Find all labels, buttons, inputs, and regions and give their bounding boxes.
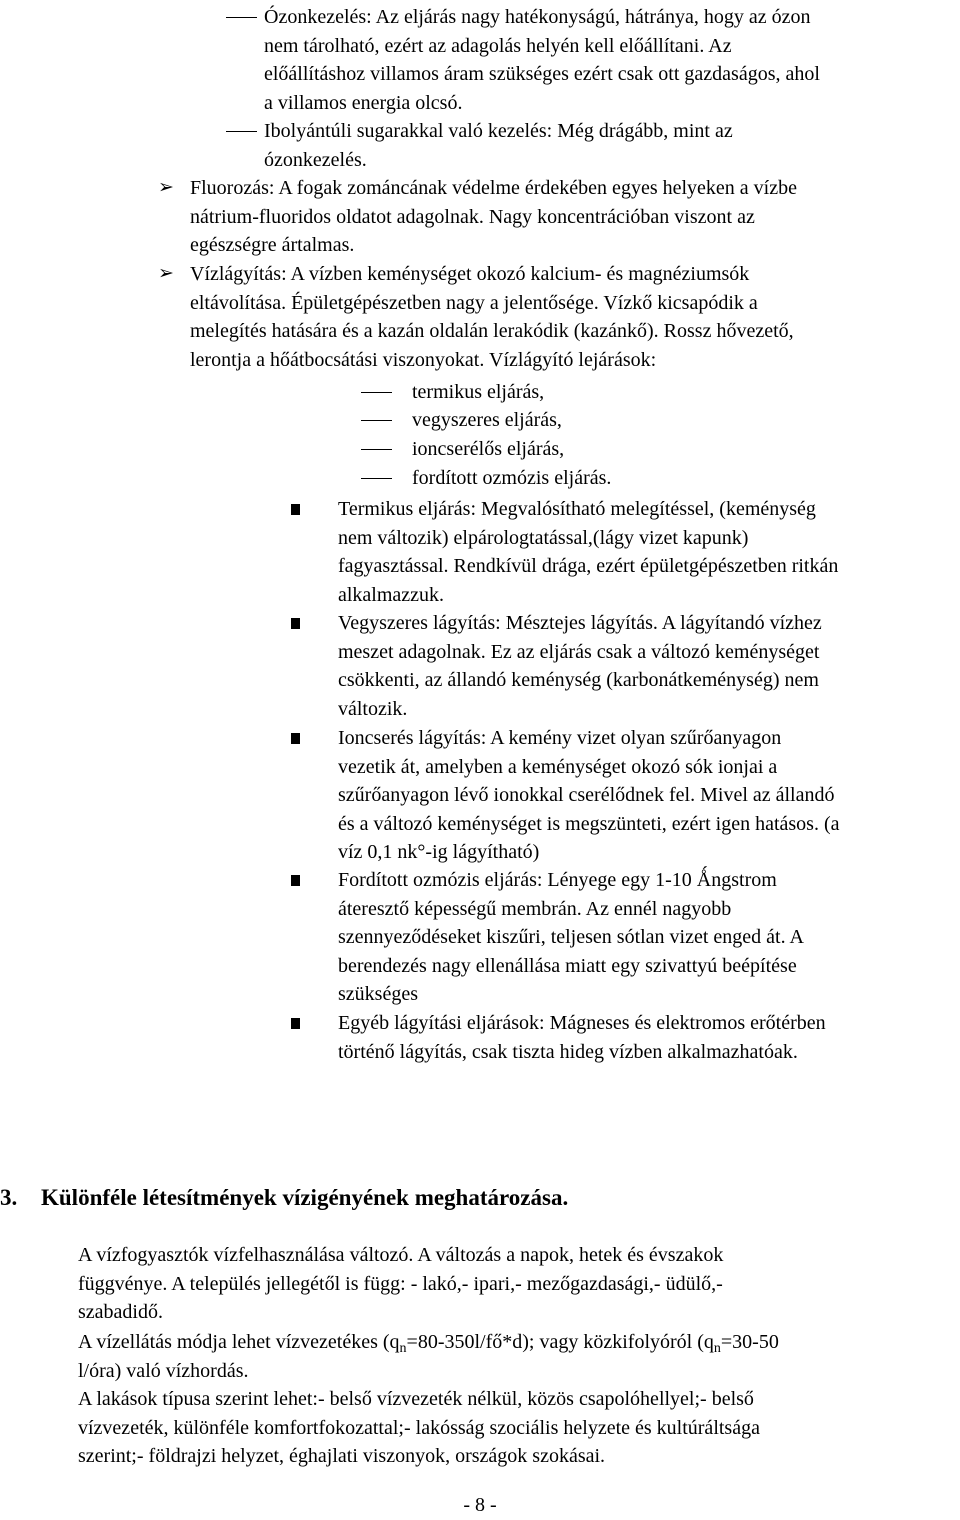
dash-bullet-icon [361, 392, 392, 393]
subscript: n [713, 1341, 721, 1356]
arrow-bullet-icon: ➢ [158, 263, 174, 284]
method-item-vegyszeres [361, 406, 960, 434]
text-line: a villamos energia olcsó. [264, 91, 463, 114]
subscript: n [399, 1341, 407, 1356]
text-line: alkalmazzuk. [338, 583, 445, 606]
text-line: A lakások típusa szerint lehet:- belső vízvezeték nélkül, közös csapolóhellyel;- belső [78, 1388, 754, 1410]
dash-bullet-icon [361, 420, 392, 421]
section-heading [0, 1181, 960, 1215]
method-label: termikus eljárás, [412, 381, 545, 403]
square-bullet-icon [291, 733, 300, 744]
dash-bullet-icon [361, 449, 392, 450]
text-line: szűrőanyagon lévő ionokkal cserélődnek fel. Mivel az állandó [338, 784, 835, 806]
text-line: függvénye. A település jellegétől is függ: - lakó,- ipari,- mezőgazdasági,- üdülő,- [78, 1272, 723, 1295]
text-line: vezetik át, amelyben a keménységet okozó sók ionjai a [338, 755, 778, 778]
page-number: - 8 - [463, 1494, 497, 1516]
text-line: szükséges [338, 983, 418, 1005]
method-item-termikus [361, 378, 960, 406]
text-line: szennyeződéseket kiszűri, teljesen sótlan vizet enged át. A [338, 926, 804, 948]
text-line [78, 1328, 958, 1357]
text-line: áteresztő képességű membrán. Az ennél nagyobb [338, 897, 732, 920]
text-line: nem változik) elpárologtatással,(lágy vizet kapunk) [338, 526, 749, 549]
method-label: vegyszeres eljárás, [412, 409, 562, 431]
square-item-termikus [289, 495, 960, 609]
text-line: melegítés hatására és a kazán oldalán lerakódik (kazánkő). Rossz hővezető, [190, 320, 794, 342]
text-line: Egyéb lágyítási eljárások: Mágneses és elektromos erőtérben [338, 1012, 826, 1034]
dash-bullet-icon [226, 131, 257, 132]
text-line: egészségre ártalmas. [190, 234, 355, 256]
text-line: Ózonkezelés: Az eljárás nagy hatékonyságú, hátránya, hogy az ózon [264, 6, 811, 28]
method-label: fordított ozmózis eljárás. [412, 467, 612, 489]
dash-item-ibolyantuli [226, 117, 960, 174]
text-line: Fordított ozmózis eljárás: Lényege egy 1-10 Ǻngstrom [338, 869, 777, 891]
paragraph-vizellatas [78, 1328, 958, 1385]
paragraph-vizfogyasztok [78, 1241, 958, 1327]
text-line: berendezés nagy ellenállása miatt egy szivattyú beépítése [338, 954, 797, 977]
method-label: ioncserélős eljárás, [412, 438, 565, 460]
square-bullet-icon [291, 618, 300, 629]
section-number: 3. [0, 1185, 18, 1210]
text-line: szerint;- földrajzi helyzet, éghajlati viszonyok, országok szokásai. [78, 1445, 606, 1467]
text-line: történő lágyítás, csak tiszta hideg vízben alkalmazhatóak. [338, 1040, 798, 1063]
text-line: Ioncserés lágyítás: A kemény vizet olyan szűrőanyagon [338, 727, 782, 749]
text-line: előállításhoz villamos áram szükséges ezért csak ott gazdaságos, ahol [264, 63, 820, 85]
arrow-item-fluorozas [158, 174, 958, 260]
text-line: Ibolyántúli sugarakkal való kezelés: Még drágább, mint az [264, 120, 733, 142]
arrow-item-vizlagyitas [158, 260, 958, 374]
text-line: meszet adagolnak. Ez az eljárás csak a változó keménységet [338, 640, 820, 663]
square-item-forditott-ozmozis [289, 866, 960, 1009]
text-line: l/óra) való vízhordás. [78, 1359, 249, 1382]
text-line: víz 0,1 nk°-ig lágyítható) [338, 841, 540, 863]
dash-item-ozonkezeles [226, 3, 960, 117]
text-fragment: =80-350l/fő*d); vagy közkifolyóról (q [406, 1331, 714, 1353]
text-line: szabadidő. [78, 1301, 163, 1323]
paragraph-lakasok [78, 1385, 958, 1471]
text-line: nem tárolható, ezért az adagolás helyén kell előállítani. Az [264, 34, 732, 57]
square-bullet-icon [291, 875, 300, 886]
method-item-forditott-ozmozis [361, 464, 960, 492]
text-line: változik. [338, 697, 408, 720]
section-title: Különféle létesítmények vízigényének meghatározása. [41, 1185, 569, 1210]
text-line: vízvezeték, különféle komfortfokozattal;- lakósság szociális helyzete és kultúráltsága [78, 1416, 760, 1439]
text-line: csökkenti, az állandó keménység (karbonátkeménység) nem [338, 669, 819, 691]
text-fragment: =30-50 [720, 1331, 779, 1353]
square-item-egyeb [289, 1009, 960, 1066]
text-line: A vízfogyasztók vízfelhasználása változó. A változás a napok, hetek és évszakok [78, 1244, 724, 1266]
arrow-bullet-icon: ➢ [158, 177, 174, 198]
dash-bullet-icon [361, 478, 392, 479]
text-line: Vegyszeres lágyítás: Mésztejes lágyítás. A lágyítandó vízhez [338, 612, 822, 634]
text-line: lerontja a hőátbocsátási viszonyokat. Vízlágyító lejárások: [190, 348, 657, 371]
text-line: nátrium-fluoridos oldatot adagolnak. Nagy koncentrációban viszont az [190, 205, 755, 228]
text-line: eltávolítása. Épületgépészetben nagy a jelentősége. Vízkő kicsapódik a [190, 291, 758, 314]
square-bullet-icon [291, 504, 300, 515]
method-item-ioncserelos [361, 435, 960, 463]
text-line: Fluorozás: A fogak zománcának védelme érdekében egyes helyeken a vízbe [190, 177, 797, 199]
text-line: Termikus eljárás: Megvalósítható melegítéssel, (keménység [338, 498, 816, 520]
dash-bullet-icon [226, 17, 257, 18]
square-bullet-icon [291, 1018, 300, 1029]
square-item-vegyszeres [289, 609, 960, 723]
text-line: Vízlágyítás: A vízben keménységet okozó kalcium- és magnéziumsók [190, 263, 750, 285]
text-line: ózonkezelés. [264, 148, 367, 171]
text-line: fagyasztással. Rendkívül drága, ezért épületgépészetben ritkán [338, 555, 839, 577]
text-line: és a változó keménységet is megszünteti, ezért igen hatásos. (a [338, 812, 840, 835]
text-fragment: A vízellátás módja lehet vízvezetékes (q [78, 1331, 400, 1353]
square-item-ioncseres [289, 724, 960, 867]
